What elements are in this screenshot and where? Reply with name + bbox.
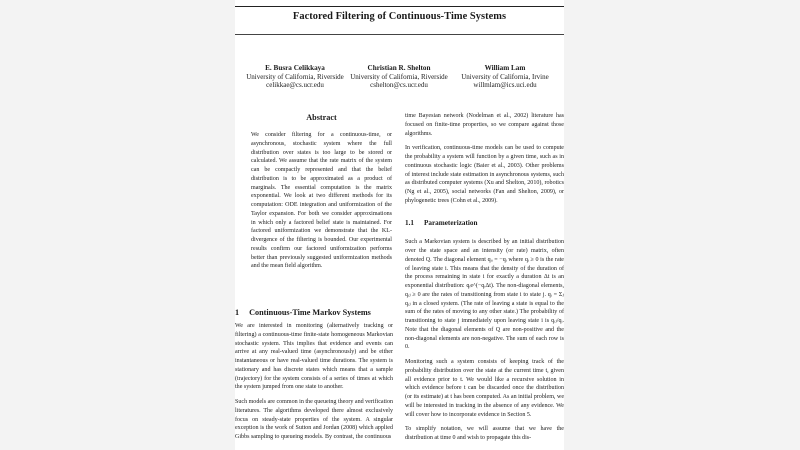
author-3 [450, 64, 560, 90]
right-paragraph-1: time Bayesian network (Nodelman et al., 2002) literature has focused on finite-time properties, so we compare against those algorithms. [405, 113, 564, 137]
author-1 [239, 64, 351, 90]
abstract-text: We consider filtering for a continuous-time, or asynchronous, stochastic system where the full distribution over states is too large to be stored or calculated. We assume that the rate matrix of the system can be compactly represented and that the belief distribution is to be approximated as a product of marginals. The essential computation is the matrix exponential. We look at two different methods for its computation: ODE integration and uniformization of the Taylor expansion. For both we consider approximations in which only a factored belief state is maintained. For factored uniformization we demonstrate that the KL-divergence of the filtering is bounded. Our experimental results confirm our factored uniformization performs better than previously suggested uniformization methods and the mean field algorithm. [251, 132, 392, 270]
section-1-paragraph-1: We are interested in monitoring (alternatively tracking or filtering) a continuous-time finite-state homogeneous Markovian stochastic system. This implies that evidence and events can arrive at any real-valued time (asynchronously) and be either instantaneous or have real-valued time durations. The system is stationary and has discrete states which means that a sample (trajectory) for the system consists of a series of times at which the system jumped from one state to another. [235, 323, 393, 391]
author-2-name: Christian R. Shelton [367, 64, 431, 72]
abstract-heading: Abstract [306, 113, 337, 122]
section-1-paragraph-2: Such models are common in the queueing theory and verification literatures. The algorithms developed there almost exclusively focus on steady-state properties of the system. A singular exception is the work of Sutton and Jordan (2008) which applied Gibbs sampling to queueing models. By contrast, the continuous [235, 399, 394, 440]
right-paragraph-3: Such a Markovian system is described by an initial distribution over the state space and an intensity (or rate) matrix, often denoted Q. The diagonal element qᵢᵢ = −qᵢ where qᵢ ≥ 0 is the rate of leaving state i. This means that the density of the duration of the process remaining in state i for exactly a duration Δt is an exponential distribution: qᵢe^(−qᵢΔt). The non-diagonal elements, qᵢⱼ ≥ 0 are the rates of transitioning from state i to state j. qᵢ = Σⱼ qᵢⱼ in a closed system. (The rate of leaving a state is equal to the sum of the rates of moving to any other state.) The probability of transitioning to state j immediately upon leaving state i is qᵢⱼ/qᵢ. Note that the diagonal elements of Q are non-positive and the non-diagonal elements are non-negative. The sum of each row is 0. [405, 239, 564, 351]
paper-title: Factored Filtering of Continuous-Time Systems [292, 11, 507, 22]
title-rule-bottom [235, 34, 564, 35]
author-block [235, 64, 564, 96]
subsection-title: Parameterization [423, 218, 478, 227]
title-rule-top [235, 6, 564, 7]
paper-page [235, 0, 564, 450]
author-1-name: E. Busra Celikkaya [265, 64, 325, 72]
viewer-background-left [0, 0, 235, 450]
subsection-heading [405, 219, 564, 228]
author-1-affiliation: University of California, Riverside [246, 72, 344, 81]
section-1-body [235, 322, 393, 448]
section-1-number: 1 [235, 308, 240, 317]
author-2-email: cshelton@cs.ucr.edu [370, 81, 428, 90]
author-3-email: willmlam@ics.uci.edu [473, 81, 537, 90]
right-column [405, 112, 564, 449]
right-paragraph-5: To simplify notation, we will assume that we have the distribution at time 0 and wish to propagate this dis- [405, 426, 564, 441]
section-1-heading [235, 308, 395, 317]
author-3-affiliation: University of California, Irvine [461, 72, 549, 81]
author-3-name: William Lam [484, 64, 526, 72]
author-1-email: celikkae@cs.ucr.edu [266, 81, 324, 90]
right-paragraph-4: Monitoring such a system consists of keeping track of the probability distribution over the state at the current time t, given all evidence prior to t. We would like a recursive solution in which evidence before t can be discarded once the distribution (or its estimate) at t has been computed. As an initial problem, we will be interested in tracking in the absence of any evidence. We will cover how to incorporate evidence in Section 5. [405, 359, 564, 418]
author-2-affiliation: University of California, Riverside [350, 72, 448, 81]
right-paragraph-2: In verification, continuous-time models can be used to compute the probability a system will function by a given time, such as in continuous stochastic logic (Baier et al., 2003). Other problems of interest include state estimation in asynchronous systems, such as distributed computer systems (Xu and Shelton, 2010), robotics (Ng et al., 2005), social networks (Fan and Shelton, 2009), or phylogenetic trees (Cohn et al., 2009). [405, 145, 564, 204]
subsection-number: 1.1 [405, 218, 414, 227]
author-2 [347, 64, 451, 90]
viewer-background-right [564, 0, 800, 450]
section-1-title: Continuous-Time Markov Systems [249, 308, 371, 317]
